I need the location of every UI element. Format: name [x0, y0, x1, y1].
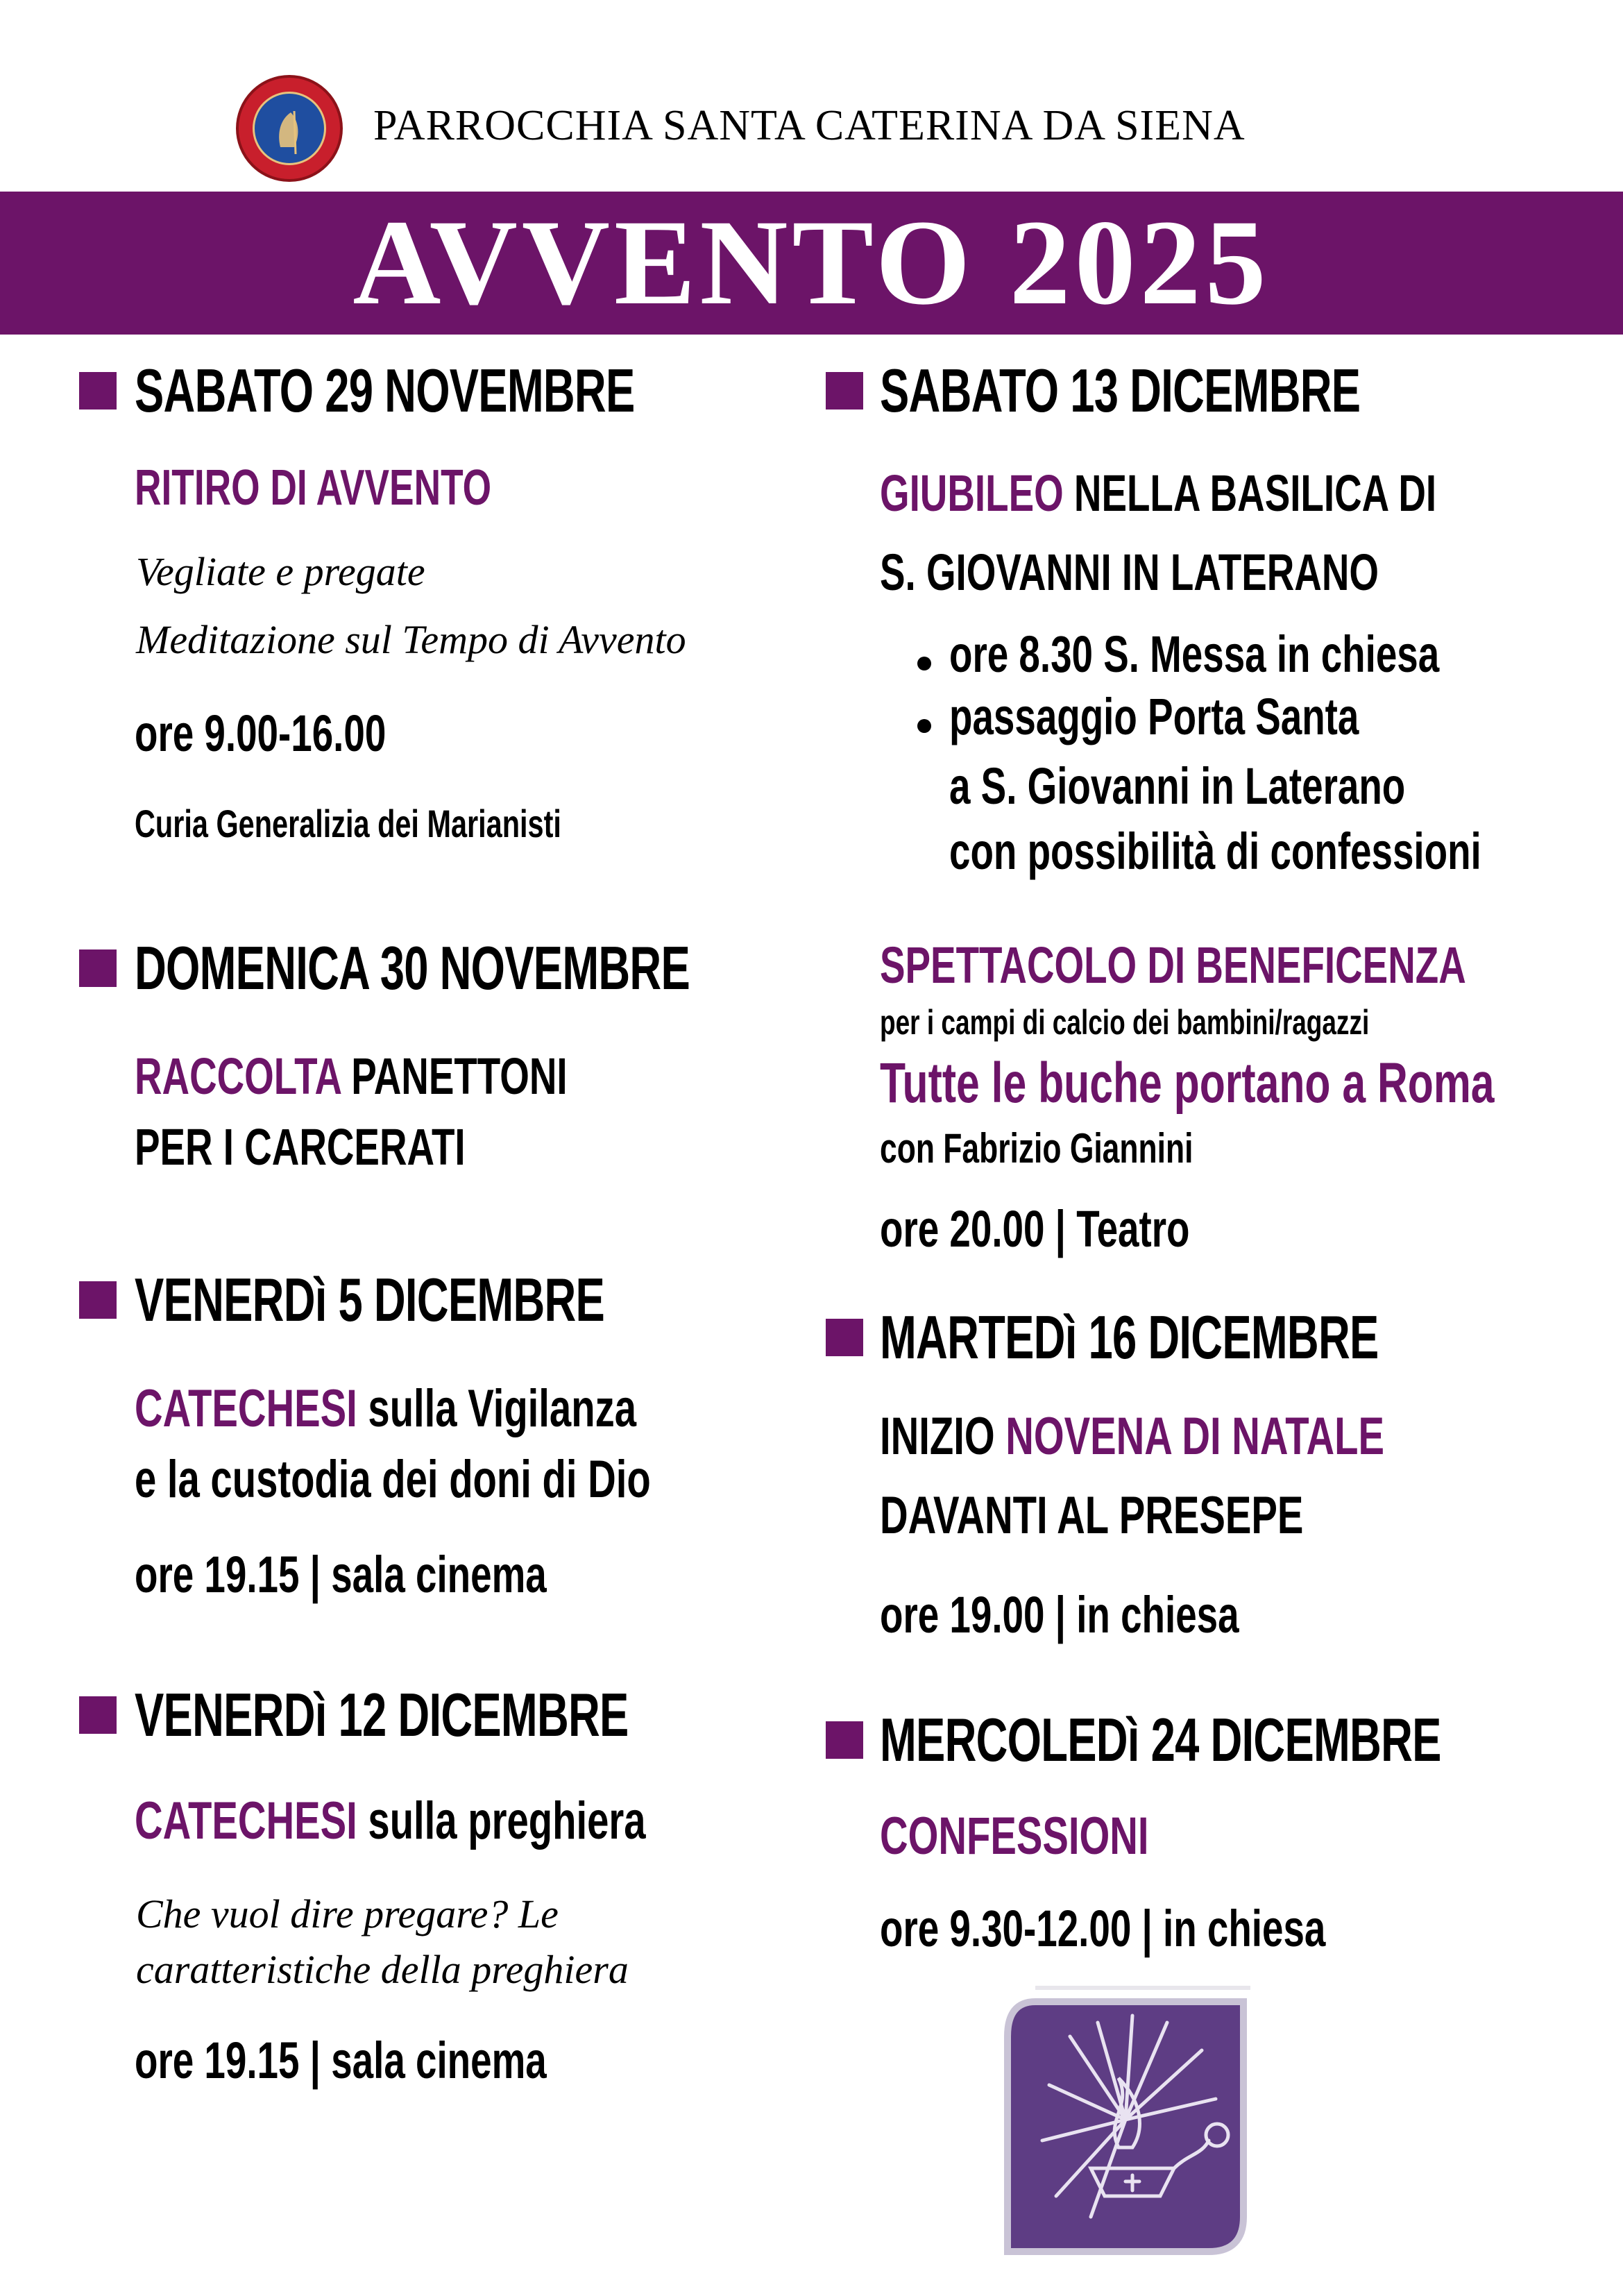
bullet-square-icon	[79, 372, 117, 410]
headline-black: INIZIO	[880, 1407, 1006, 1466]
show-with: con Fabrizio Giannini	[880, 1125, 1193, 1172]
event-headline	[880, 1406, 1384, 1467]
event-date: VENERDì 5 DICEMBRE	[135, 1265, 605, 1334]
show-time: ore 20.00 | Teatro	[880, 1200, 1190, 1258]
headline-rest: NELLA BASILICA DI	[1063, 464, 1437, 522]
page-title: AVVENTO 2025	[352, 195, 1271, 330]
event-bullet-cont: a S. Giovanni in Laterano	[949, 757, 1406, 815]
parish-seal-icon	[236, 75, 343, 182]
bullet-square-icon	[826, 1319, 863, 1356]
event-time: ore 9.30-12.00 | in chiesa	[880, 1900, 1326, 1957]
bullet-square-icon	[826, 1721, 863, 1759]
event-headline: RITIRO DI AVVENTO	[135, 460, 492, 516]
event-italic-line: Meditazione sul Tempo di Avvento	[136, 617, 686, 662]
bullet-dot-icon	[917, 657, 931, 670]
event-date: MERCOLEDì 24 DICEMBRE	[880, 1705, 1441, 1774]
event-bullet: ore 8.30 S. Messa in chiesa	[949, 625, 1440, 683]
event-italic-line: caratteristiche della preghiera	[136, 1947, 629, 1992]
headline-highlight: GIUBILEO	[880, 464, 1064, 522]
headline-highlight: NOVENA DI NATALE	[1005, 1407, 1384, 1466]
bullet-dot-icon	[917, 719, 931, 733]
bullet-square-icon	[826, 372, 863, 410]
headline-rest: sulla preghiera	[357, 1791, 646, 1850]
headline-highlight: RACCOLTA	[135, 1047, 341, 1105]
parish-name: PARROCCHIA SANTA CATERINA DA SIENA	[373, 102, 1246, 149]
event-time: ore 19.15 | sala cinema	[135, 2032, 547, 2089]
headline-rest: sulla Vigilanza	[357, 1379, 636, 1438]
event-line: PER I CARCERATI	[135, 1118, 466, 1176]
event-italic-line: Che vuol dire pregare? Le	[136, 1891, 559, 1936]
header	[236, 69, 1416, 194]
title-banner	[0, 192, 1623, 335]
event-date: SABATO 13 DICEMBRE	[880, 356, 1361, 425]
event-headline	[135, 1791, 646, 1851]
event-headline	[135, 1047, 568, 1106]
event-bullet: passaggio Porta Santa	[949, 688, 1359, 745]
event-date: DOMENICA 30 NOVEMBRE	[135, 934, 690, 1002]
show-name: Tutte le buche portano a Roma	[880, 1052, 1495, 1115]
event-date: SABATO 29 NOVEMBRE	[135, 356, 635, 425]
show-title: SPETTACOLO DI BENEFICENZA	[880, 936, 1466, 994]
headline-rest: PANETTONI	[341, 1047, 568, 1105]
event-time: ore 19.15 | sala cinema	[135, 1546, 547, 1603]
show-subtitle: per i campi di calcio dei bambini/ragazzi	[880, 1003, 1370, 1042]
event-line: S. GIOVANNI IN LATERANO	[880, 543, 1379, 601]
event-date: MARTEDì 16 DICEMBRE	[880, 1303, 1379, 1371]
event-headline: CONFESSIONI	[880, 1807, 1149, 1866]
event-time: ore 9.00-16.00	[135, 704, 386, 762]
event-bullet-cont: con possibilità di confessioni	[949, 822, 1481, 880]
event-date: VENERDì 12 DICEMBRE	[135, 1680, 629, 1749]
bullet-square-icon	[79, 1696, 117, 1734]
event-headline	[880, 464, 1436, 523]
event-time: ore 19.00 | in chiesa	[880, 1586, 1239, 1644]
bullet-square-icon	[79, 949, 117, 987]
headline-highlight: CATECHESI	[135, 1791, 357, 1850]
event-italic-line: Vegliate e pregate	[136, 549, 425, 594]
event-place: Curia Generalizia dei Marianisti	[135, 802, 561, 845]
headline-highlight: CATECHESI	[135, 1379, 357, 1438]
event-line: e la custodia dei doni di Dio	[135, 1450, 651, 1509]
bullet-square-icon	[79, 1281, 117, 1319]
event-line: DAVANTI AL PRESEPE	[880, 1486, 1304, 1545]
event-headline	[135, 1378, 636, 1439]
advent-logo-icon	[994, 1981, 1257, 2259]
